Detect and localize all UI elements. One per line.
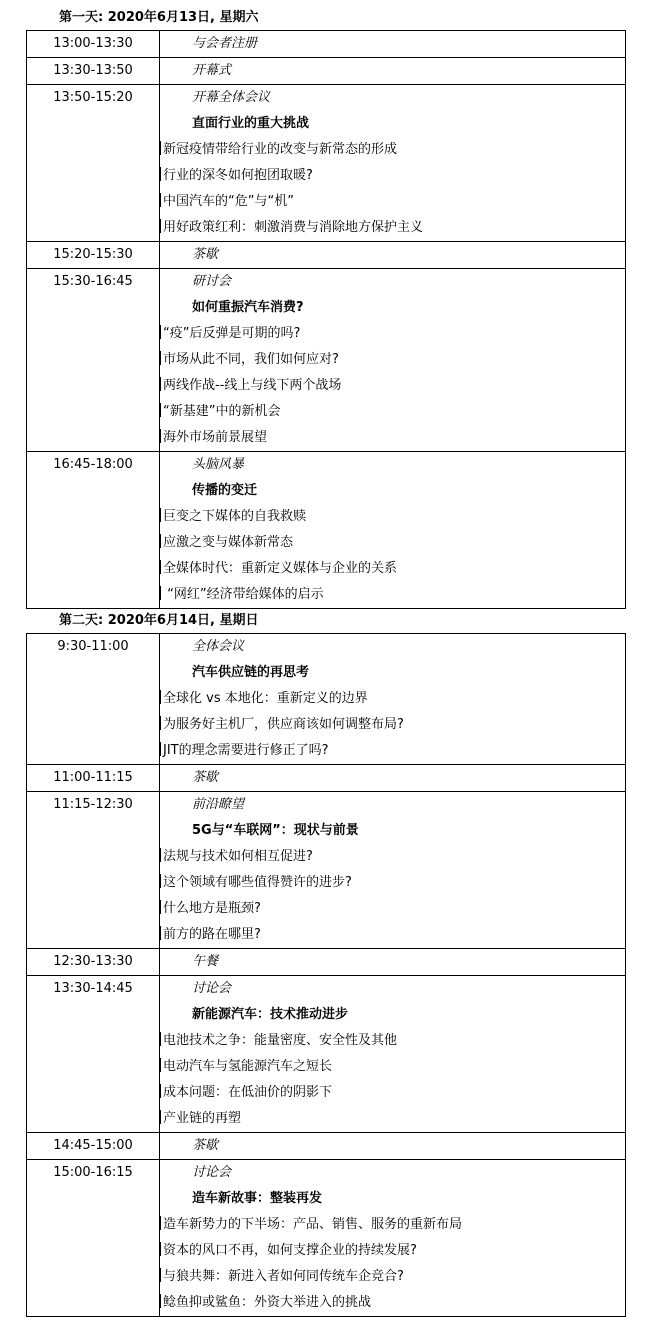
bullet-bar-icon [160,560,161,574]
topic-text: 与狼共舞：新进入者如何同传统车企竞合? [163,1269,404,1284]
topic-item [160,712,625,738]
topic-item [160,686,625,712]
session-cell [160,31,626,58]
session-type: 茶歇 [192,770,219,785]
bullet-bar-icon [160,325,161,339]
session-theme: 传播的变迁 [192,483,258,498]
topic-item [160,163,625,189]
topic-item [160,870,625,896]
session-theme: 如何重振汽车消费? [192,300,304,315]
table-row [27,269,626,452]
session-cell [160,85,626,242]
time-slot: 16:45-18:00 [53,457,133,472]
bullet-bar-icon [160,1110,161,1124]
bullet-bar-icon [160,377,161,391]
topic-item [160,1290,625,1316]
topic-text: 前方的路在哪里? [163,927,261,942]
time-slot: 15:30-16:45 [53,274,133,289]
table-row [27,792,626,949]
session-cell [160,452,626,609]
time-cell [27,1133,160,1160]
topic-item [160,215,625,241]
topic-item [160,1212,625,1238]
session-theme: 直面行业的重大挑战 [192,116,310,131]
table-row [27,976,626,1133]
session-cell [160,976,626,1133]
bullet-bar-icon [160,219,161,233]
time-cell [27,1160,160,1317]
session-type: 研讨会 [192,274,232,289]
bullet-bar-icon [160,141,161,155]
table-row [27,1160,626,1317]
time-cell [27,452,160,609]
topic-text: 全媒体时代：重新定义媒体与企业的关系 [163,561,398,576]
topic-item [160,530,625,556]
bullet-bar-icon [160,1268,161,1282]
session-theme: 5G与“车联网”：现状与前景 [192,823,359,838]
bullet-bar-icon [160,351,161,365]
time-slot: 9:30-11:00 [57,639,129,654]
day-heading: 第一天: 2020年6月13日, 星期六 [59,10,259,25]
bullet-bar-icon [160,1294,161,1308]
time-cell [27,976,160,1133]
session-type: 开幕式 [192,63,232,78]
topic-item [160,1028,625,1054]
bullet-bar-icon [160,429,161,443]
session-cell [160,58,626,85]
topic-text: 什么地方是瓶颈? [163,901,261,916]
session-cell [160,765,626,792]
topic-item [160,399,625,425]
topic-text: 电动汽车与氢能源汽车之短长 [163,1059,333,1074]
session-type: 开幕全体会议 [192,90,271,105]
topic-text: “网红”经济带给媒体的启示 [163,587,324,602]
topic-item [160,844,625,870]
session-cell [160,1160,626,1317]
time-cell [27,58,160,85]
time-slot: 11:00-11:15 [53,770,133,785]
time-cell [27,31,160,58]
topic-item [160,373,625,399]
schedule-table [26,30,626,609]
bullet-bar-icon [160,742,161,756]
bullet-bar-icon [160,1032,161,1046]
bullet-bar-icon [160,874,161,888]
table-row [27,1133,626,1160]
session-type: 头脑风暴 [192,457,245,472]
session-cell [160,1133,626,1160]
session-cell [160,949,626,976]
session-type: 前沿瞭望 [192,797,245,812]
topic-text: 这个领域有哪些值得赞许的进步? [163,875,352,890]
time-slot: 14:45-15:00 [53,1138,133,1153]
time-slot: 15:20-15:30 [53,247,133,262]
table-row [27,242,626,269]
topic-item [160,321,625,347]
time-slot: 13:00-13:30 [53,36,133,51]
time-cell [27,765,160,792]
topic-item [160,582,625,608]
bullet-bar-icon [160,193,161,207]
bullet-bar-icon [160,848,161,862]
day-heading: 第二天: 2020年6月14日, 星期日 [59,613,259,628]
topic-text: JIT的理念需要进行修正了吗? [163,743,329,758]
bullet-bar-icon [160,1242,161,1256]
bullet-bar-icon [160,1216,161,1230]
topic-item [160,504,625,530]
topic-item [160,137,625,163]
time-slot: 13:30-13:50 [53,63,133,78]
bullet-bar-icon [160,1084,161,1098]
session-cell [160,242,626,269]
topic-item [160,738,625,764]
topic-item [160,922,625,948]
topic-text: 中国汽车的“危”与“机” [163,194,294,209]
table-row [27,31,626,58]
session-type: 讨论会 [192,1165,232,1180]
time-slot: 11:15-12:30 [53,797,133,812]
time-cell [27,85,160,242]
topic-text: 产业链的再塑 [163,1111,242,1126]
topic-text: 巨变之下媒体的自我救赎 [163,509,307,524]
time-cell [27,269,160,452]
session-theme: 汽车供应链的再思考 [192,665,310,680]
topic-item [160,556,625,582]
session-type: 与会者注册 [192,36,258,51]
topic-text: 用好政策红利：刺激消费与消除地方保护主义 [163,220,424,235]
topic-item [160,1264,625,1290]
topic-text: 新冠疫情带给行业的改变与新常态的形成 [163,142,398,157]
schedule-table [26,633,626,1317]
table-row [27,58,626,85]
bullet-bar-icon [160,900,161,914]
time-slot: 12:30-13:30 [53,954,133,969]
topic-text: 两线作战--线上与线下两个战场 [163,378,342,393]
topic-item [160,896,625,922]
table-row [27,765,626,792]
session-type: 午餐 [192,954,219,969]
session-cell [160,634,626,765]
time-slot: 13:50-15:20 [53,90,133,105]
topic-text: 市场从此不同，我们如何应对? [163,352,339,367]
session-theme: 新能源汽车：技术推动进步 [192,1007,349,1022]
topic-item [160,1106,625,1132]
topic-item [160,189,625,215]
topic-item [160,1080,625,1106]
session-type: 全体会议 [192,639,245,654]
bullet-bar-icon [160,926,161,940]
bullet-bar-icon [160,534,161,548]
topic-text: 应激之变与媒体新常态 [163,535,294,550]
topic-text: 鲶鱼抑或鲨鱼：外资大举进入的挑战 [163,1295,372,1310]
bullet-bar-icon [160,1058,161,1072]
time-cell [27,634,160,765]
topic-text: “新基建”中的新机会 [163,404,281,419]
table-row [27,634,626,765]
session-type: 茶歇 [192,247,219,262]
topic-item [160,425,625,451]
time-cell [27,949,160,976]
table-row [27,949,626,976]
bullet-bar-icon [160,716,161,730]
topic-text: “疫”后反弹是可期的吗? [163,326,301,341]
time-slot: 13:30-14:45 [53,981,133,996]
session-cell [160,792,626,949]
session-theme: 造车新故事：整装再发 [192,1191,323,1206]
topic-item [160,1238,625,1264]
topic-text: 行业的深冬如何抱团取暖? [163,168,313,183]
bullet-bar-icon [160,167,161,181]
time-cell [27,242,160,269]
topic-text: 法规与技术如何相互促进? [163,849,313,864]
topic-text: 造车新势力的下半场：产品、销售、服务的重新布局 [163,1217,463,1232]
bullet-bar-icon [160,403,161,417]
topic-text: 海外市场前景展望 [163,430,268,445]
topic-text: 成本问题：在低油价的阴影下 [163,1085,333,1100]
time-slot: 15:00-16:15 [53,1165,133,1180]
topic-text: 资本的风口不再，如何支撑企业的持续发展? [163,1243,417,1258]
table-row [27,85,626,242]
session-type: 茶歇 [192,1138,219,1153]
bullet-bar-icon [160,690,161,704]
session-cell [160,269,626,452]
bullet-bar-icon [160,586,161,600]
topic-text: 电池技术之争：能量密度、安全性及其他 [163,1033,398,1048]
time-cell [27,792,160,949]
topic-item [160,347,625,373]
topic-text: 为服务好主机厂，供应商该如何调整布局? [163,717,404,732]
session-type: 讨论会 [192,981,232,996]
bullet-bar-icon [160,508,161,522]
topic-item [160,1054,625,1080]
topic-text: 全球化 vs 本地化：重新定义的边界 [163,691,368,706]
table-row [27,452,626,609]
